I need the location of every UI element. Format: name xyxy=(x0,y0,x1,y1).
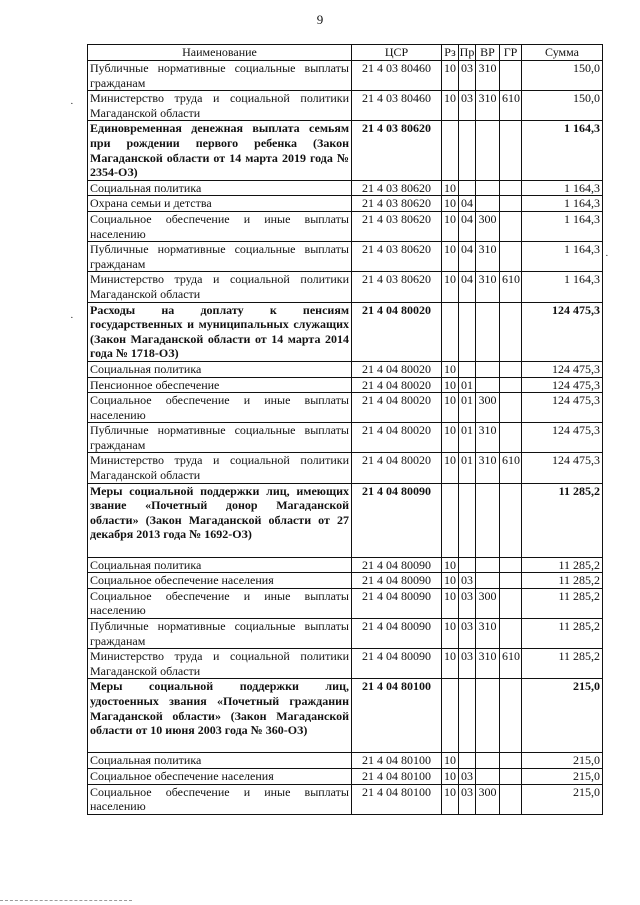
cell-sum: 1 164,3 xyxy=(522,196,603,212)
table-row xyxy=(88,573,603,589)
cell-csr: 21 4 04 80100 xyxy=(352,769,442,785)
cell-rz: 10 xyxy=(442,753,459,769)
table-row xyxy=(88,377,603,393)
cell-vr: 310 xyxy=(476,423,500,453)
cell-gr xyxy=(500,180,522,196)
cell-csr: 21 4 04 80090 xyxy=(352,483,442,557)
cell-gr xyxy=(500,769,522,785)
cell-vr: 300 xyxy=(476,211,500,241)
cell-sum: 11 285,2 xyxy=(522,573,603,589)
cell-gr xyxy=(500,121,522,180)
cell-gr xyxy=(500,573,522,589)
cell-csr: 21 4 04 80020 xyxy=(352,423,442,453)
cell-vr xyxy=(476,679,500,753)
cell-vr: 300 xyxy=(476,588,500,618)
table-row xyxy=(88,91,603,121)
table-row xyxy=(88,784,603,814)
cell-csr: 21 4 03 80460 xyxy=(352,91,442,121)
budget-table xyxy=(87,44,603,815)
cell-pr xyxy=(459,753,476,769)
table-row xyxy=(88,769,603,785)
cell-pr: 01 xyxy=(459,453,476,483)
cell-gr xyxy=(500,196,522,212)
header-name: Наименование xyxy=(88,45,352,61)
cell-rz: 10 xyxy=(442,377,459,393)
cell-gr xyxy=(500,588,522,618)
cell-sum: 124 475,3 xyxy=(522,423,603,453)
cell-csr: 21 4 03 80620 xyxy=(352,242,442,272)
cell-rz: 10 xyxy=(442,196,459,212)
cell-gr xyxy=(500,361,522,377)
cell-sum: 124 475,3 xyxy=(522,393,603,423)
cell-sum: 1 164,3 xyxy=(522,180,603,196)
cell-pr xyxy=(459,180,476,196)
cell-sum: 215,0 xyxy=(522,784,603,814)
cell-rz: 10 xyxy=(442,61,459,91)
header-vr: ВР xyxy=(476,45,500,61)
cell-sum: 150,0 xyxy=(522,61,603,91)
cell-rz: 10 xyxy=(442,242,459,272)
cell-gr xyxy=(500,61,522,91)
cell-vr xyxy=(476,196,500,212)
scan-speck: · xyxy=(605,250,609,262)
table-row xyxy=(88,649,603,679)
table-row xyxy=(88,302,603,361)
cell-sum: 150,0 xyxy=(522,91,603,121)
cell-csr: 21 4 04 80100 xyxy=(352,753,442,769)
cell-pr xyxy=(459,483,476,557)
cell-gr xyxy=(500,423,522,453)
table-row xyxy=(88,483,603,557)
cell-gr xyxy=(500,784,522,814)
cell-sum: 1 164,3 xyxy=(522,211,603,241)
page-number: 9 xyxy=(316,12,324,27)
cell-gr: 610 xyxy=(500,453,522,483)
cell-name: Меры социальной поддержки лиц, имеющих звание «Почетный донор Магаданской области» (Закон Магаданской области от 27 декабря 2013 года № 1692-ОЗ) xyxy=(88,483,352,557)
cell-rz: 10 xyxy=(442,557,459,573)
cell-gr xyxy=(500,211,522,241)
cell-name: Социальное обеспечение и иные выплаты населению xyxy=(88,784,352,814)
header-rz: Рз xyxy=(442,45,459,61)
scan-edge-line xyxy=(0,900,132,901)
cell-name: Министерство труда и социальной политики Магаданской области xyxy=(88,649,352,679)
cell-csr: 21 4 04 80100 xyxy=(352,784,442,814)
cell-pr: 04 xyxy=(459,272,476,302)
cell-vr: 310 xyxy=(476,91,500,121)
cell-vr: 300 xyxy=(476,393,500,423)
cell-csr: 21 4 04 80020 xyxy=(352,302,442,361)
table-row xyxy=(88,619,603,649)
cell-name: Министерство труда и социальной политики Магаданской области xyxy=(88,453,352,483)
cell-vr: 310 xyxy=(476,272,500,302)
cell-name: Расходы на доплату к пенсиям государственных и муниципальных служащих (Закон Магаданской области от 14 марта 2014 года № 1718-ОЗ) xyxy=(88,302,352,361)
cell-sum: 1 164,3 xyxy=(522,121,603,180)
cell-vr xyxy=(476,361,500,377)
cell-name: Социальное обеспечение и иные выплаты населению xyxy=(88,211,352,241)
cell-csr: 21 4 04 80090 xyxy=(352,588,442,618)
table-row xyxy=(88,393,603,423)
table-row xyxy=(88,361,603,377)
cell-gr xyxy=(500,393,522,423)
header-pr: Пр xyxy=(459,45,475,59)
cell-name: Министерство труда и социальной политики Магаданской области xyxy=(88,91,352,121)
cell-name: Пенсионное обеспечение xyxy=(88,377,352,393)
cell-sum: 215,0 xyxy=(522,753,603,769)
cell-pr xyxy=(459,679,476,753)
cell-gr: 610 xyxy=(500,649,522,679)
cell-pr: 03 xyxy=(459,619,476,649)
cell-pr xyxy=(459,557,476,573)
cell-vr xyxy=(476,483,500,557)
cell-sum: 215,0 xyxy=(522,679,603,753)
cell-rz xyxy=(442,121,459,180)
cell-pr: 03 xyxy=(459,573,476,589)
cell-csr: 21 4 03 80620 xyxy=(352,180,442,196)
cell-csr: 21 4 04 80090 xyxy=(352,557,442,573)
cell-sum: 11 285,2 xyxy=(522,483,603,557)
cell-rz: 10 xyxy=(442,361,459,377)
cell-csr: 21 4 04 80090 xyxy=(352,649,442,679)
cell-sum: 124 475,3 xyxy=(522,302,603,361)
cell-rz: 10 xyxy=(442,272,459,302)
cell-sum: 11 285,2 xyxy=(522,619,603,649)
cell-pr: 04 xyxy=(459,242,476,272)
cell-rz: 10 xyxy=(442,784,459,814)
cell-rz: 10 xyxy=(442,211,459,241)
cell-rz: 10 xyxy=(442,573,459,589)
table-body xyxy=(88,61,603,815)
cell-rz: 10 xyxy=(442,649,459,679)
scan-speck: · xyxy=(70,312,74,324)
cell-pr: 03 xyxy=(459,61,476,91)
cell-vr xyxy=(476,180,500,196)
cell-rz: 10 xyxy=(442,180,459,196)
cell-name: Единовременная денежная выплата семьям при рождении первого ребенка (Закон Магаданской области от 14 марта 2019 года № 2354-ОЗ) xyxy=(88,121,352,180)
table-row xyxy=(88,242,603,272)
cell-rz: 10 xyxy=(442,588,459,618)
cell-gr xyxy=(500,302,522,361)
cell-vr xyxy=(476,302,500,361)
cell-vr xyxy=(476,121,500,180)
cell-sum: 124 475,3 xyxy=(522,377,603,393)
cell-name: Публичные нормативные социальные выплаты гражданам xyxy=(88,242,352,272)
cell-rz xyxy=(442,483,459,557)
cell-vr xyxy=(476,557,500,573)
header-gr: ГР xyxy=(500,45,522,61)
header-csr: ЦСР xyxy=(352,45,442,61)
cell-csr: 21 4 03 80620 xyxy=(352,211,442,241)
table-row xyxy=(88,211,603,241)
cell-csr: 21 4 04 80020 xyxy=(352,453,442,483)
cell-vr: 310 xyxy=(476,61,500,91)
cell-gr xyxy=(500,377,522,393)
cell-pr: 03 xyxy=(459,649,476,679)
cell-csr: 21 4 04 80090 xyxy=(352,619,442,649)
cell-rz: 10 xyxy=(442,423,459,453)
cell-csr: 21 4 04 80020 xyxy=(352,377,442,393)
cell-gr xyxy=(500,619,522,649)
cell-csr: 21 4 03 80460 xyxy=(352,61,442,91)
cell-vr xyxy=(476,753,500,769)
cell-gr xyxy=(500,679,522,753)
table-row xyxy=(88,679,603,753)
cell-name: Публичные нормативные социальные выплаты гражданам xyxy=(88,423,352,453)
cell-name: Социальная политика xyxy=(88,180,352,196)
table-header-row xyxy=(88,45,603,61)
table-row xyxy=(88,453,603,483)
cell-gr xyxy=(500,242,522,272)
cell-name: Социальное обеспечение населения xyxy=(88,573,352,589)
cell-csr: 21 4 04 80020 xyxy=(352,361,442,377)
cell-vr: 310 xyxy=(476,242,500,272)
cell-gr: 610 xyxy=(500,91,522,121)
cell-gr xyxy=(500,557,522,573)
cell-name: Социальное обеспечение населения xyxy=(88,769,352,785)
cell-sum: 11 285,2 xyxy=(522,588,603,618)
cell-rz: 10 xyxy=(442,393,459,423)
cell-gr: 610 xyxy=(500,272,522,302)
cell-pr: 03 xyxy=(459,769,476,785)
cell-pr: 03 xyxy=(459,588,476,618)
cell-csr: 21 4 04 80100 xyxy=(352,679,442,753)
table-row xyxy=(88,196,603,212)
cell-sum: 124 475,3 xyxy=(522,361,603,377)
cell-csr: 21 4 03 80620 xyxy=(352,272,442,302)
table-row xyxy=(88,272,603,302)
cell-rz: 10 xyxy=(442,619,459,649)
cell-sum: 11 285,2 xyxy=(522,557,603,573)
cell-name: Публичные нормативные социальные выплаты гражданам xyxy=(88,619,352,649)
cell-sum: 1 164,3 xyxy=(522,242,603,272)
scan-speck: · xyxy=(70,98,74,110)
cell-name: Социальная политика xyxy=(88,753,352,769)
cell-pr xyxy=(459,361,476,377)
cell-sum: 215,0 xyxy=(522,769,603,785)
header-sum: Сумма xyxy=(522,45,603,61)
cell-pr: 01 xyxy=(459,393,476,423)
cell-name: Социальная политика xyxy=(88,361,352,377)
cell-name: Социальная политика xyxy=(88,557,352,573)
cell-vr xyxy=(476,377,500,393)
cell-vr xyxy=(476,573,500,589)
cell-name: Социальное обеспечение и иные выплаты населению xyxy=(88,588,352,618)
cell-pr xyxy=(459,302,476,361)
cell-csr: 21 4 03 80620 xyxy=(352,121,442,180)
cell-sum: 124 475,3 xyxy=(522,453,603,483)
cell-pr: 01 xyxy=(459,423,476,453)
table-row xyxy=(88,121,603,180)
cell-vr: 300 xyxy=(476,784,500,814)
cell-sum: 11 285,2 xyxy=(522,649,603,679)
cell-csr: 21 4 03 80620 xyxy=(352,196,442,212)
table-row xyxy=(88,423,603,453)
cell-name: Министерство труда и социальной политики Магаданской области xyxy=(88,272,352,302)
cell-rz: 10 xyxy=(442,91,459,121)
table-row xyxy=(88,180,603,196)
cell-pr: 01 xyxy=(459,377,476,393)
table-row xyxy=(88,753,603,769)
cell-gr xyxy=(500,753,522,769)
cell-rz xyxy=(442,679,459,753)
cell-name: Меры социальной поддержки лиц, удостоенных звания «Почетный гражданин Магаданской области» (Закон Магаданской области от 10 июня 2003 года № 360-ОЗ) xyxy=(88,679,352,753)
table-row xyxy=(88,588,603,618)
cell-vr xyxy=(476,769,500,785)
cell-rz xyxy=(442,302,459,361)
cell-csr: 21 4 04 80090 xyxy=(352,573,442,589)
cell-vr: 310 xyxy=(476,649,500,679)
cell-name: Охрана семьи и детства xyxy=(88,196,352,212)
cell-pr xyxy=(459,121,476,180)
cell-vr: 310 xyxy=(476,453,500,483)
cell-sum: 1 164,3 xyxy=(522,272,603,302)
cell-vr: 310 xyxy=(476,619,500,649)
cell-pr: 03 xyxy=(459,784,476,814)
cell-pr: 04 xyxy=(459,211,476,241)
cell-name: Социальное обеспечение и иные выплаты населению xyxy=(88,393,352,423)
cell-pr: 03 xyxy=(459,91,476,121)
cell-csr: 21 4 04 80020 xyxy=(352,393,442,423)
cell-pr: 04 xyxy=(459,196,476,212)
cell-rz: 10 xyxy=(442,769,459,785)
cell-name: Публичные нормативные социальные выплаты гражданам xyxy=(88,61,352,91)
table-row xyxy=(88,61,603,91)
cell-gr xyxy=(500,483,522,557)
table-row xyxy=(88,557,603,573)
cell-rz: 10 xyxy=(442,453,459,483)
